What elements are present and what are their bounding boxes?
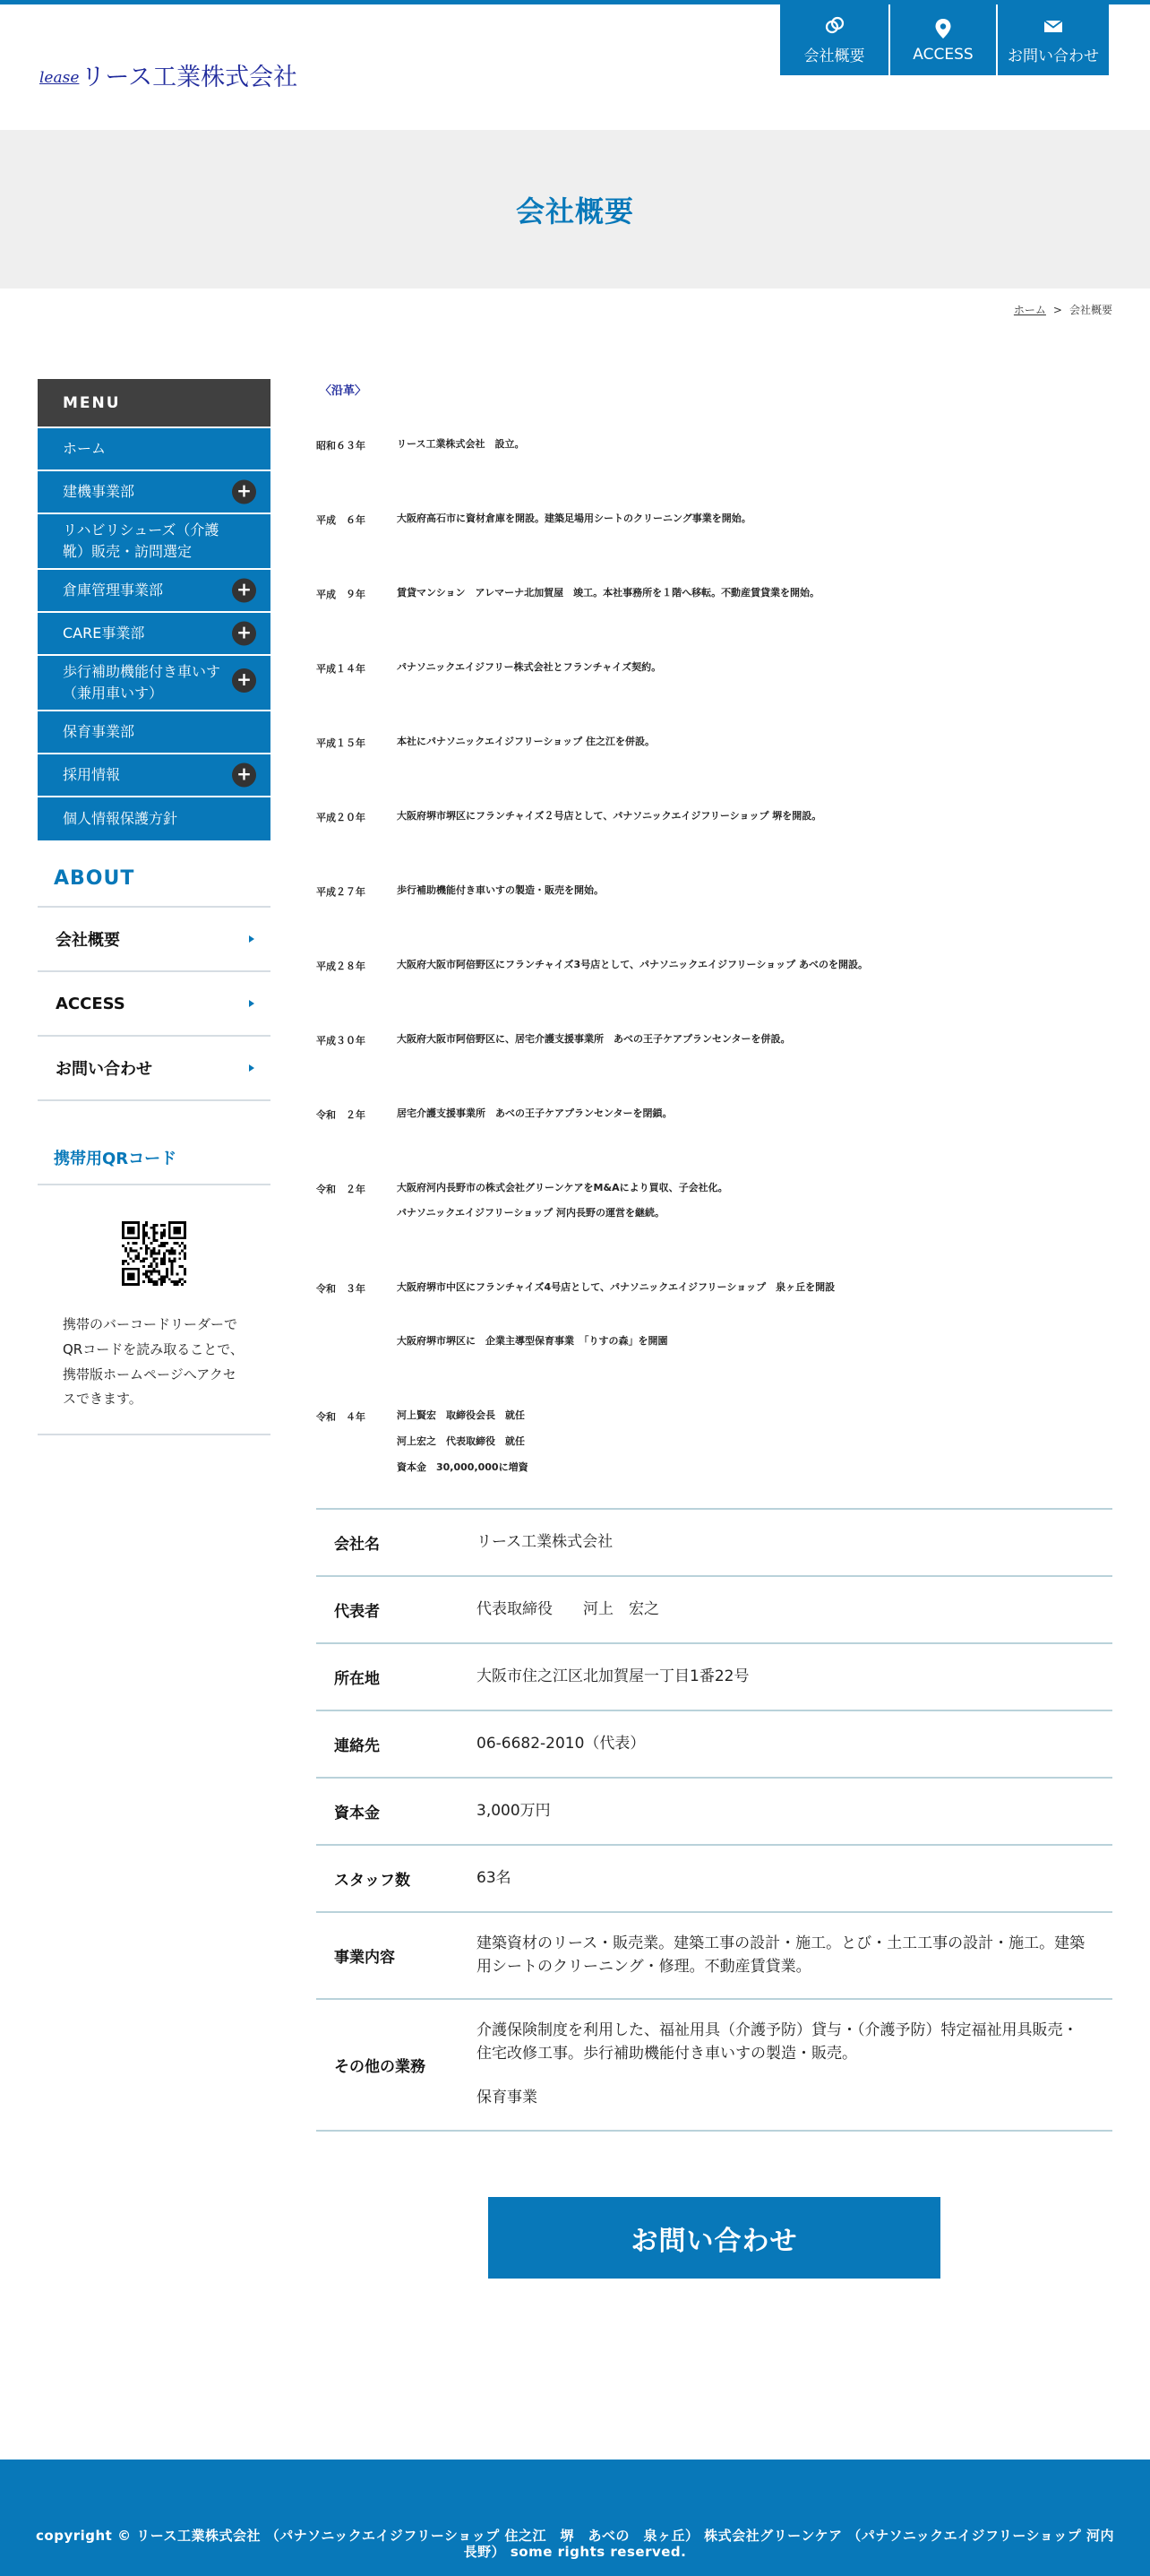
arrow-right-icon xyxy=(249,935,254,943)
history-year: 平成 ６年 xyxy=(316,514,365,526)
history-row xyxy=(316,1281,1113,1368)
about-link-company[interactable] xyxy=(38,908,270,972)
row-label: 所在地 xyxy=(334,1670,380,1688)
history-event: 大阪府堺市中区にフランチャイズ4号店として、パナソニックエイジフリーショップ 泉ヶ丘を開設 xyxy=(397,1281,836,1293)
sidebar-menu-title: MENU xyxy=(38,379,270,426)
history-year: 平成３０年 xyxy=(316,1035,365,1047)
history-row xyxy=(316,736,1113,769)
history-list xyxy=(316,438,1113,1487)
site-logo[interactable] xyxy=(39,54,297,90)
history-row xyxy=(316,1107,1113,1141)
expand-plus-icon[interactable]: + xyxy=(232,480,256,504)
sidebar-item-construction-machinery[interactable] xyxy=(38,471,270,514)
history-event: 本社にパナソニックエイジフリーショップ 住之江を併設。 xyxy=(397,736,655,747)
logo-lease-mark: lease xyxy=(39,69,80,87)
sidebar-item-label: CARE事業部 xyxy=(63,625,145,642)
history-events xyxy=(397,1409,528,1487)
history-event: パナソニックエイジフリーショップ 河内長野の運営を継続。 xyxy=(397,1207,665,1219)
history-event: 居宅介護支援事業所 あべの王子ケアプランセンターを閉鎖。 xyxy=(397,1107,673,1119)
history-event: 大阪府大阪市阿倍野区にフランチャイズ3号店として、パナソニックエイジフリーショップ あべのを開設。 xyxy=(397,959,868,970)
sidebar-item-label: 建機事業部 xyxy=(63,483,135,500)
sidebar-item-label: リハビリシューズ（介護靴）販売・訪問選定 xyxy=(63,521,219,560)
history-events xyxy=(397,1281,835,1368)
contact-button[interactable]: お問い合わせ xyxy=(488,2197,940,2279)
sidebar-item-label: 保育事業部 xyxy=(63,723,135,740)
history-row xyxy=(316,959,1113,992)
sidebar-item-care[interactable] xyxy=(38,613,270,656)
history-event: 大阪府高石市に資材倉庫を開設。建築足場用シートのクリーニング事業を開始。 xyxy=(397,513,751,524)
qr-code-icon xyxy=(122,1221,186,1286)
row-value-extra: 保育事業 xyxy=(476,2089,537,2107)
row-value: リース工業株式会社 xyxy=(476,1532,614,1551)
history-events xyxy=(397,1033,791,1066)
arrow-right-icon xyxy=(249,1000,254,1007)
about-link-label: 会社概要 xyxy=(56,931,120,950)
company-info-table xyxy=(316,1508,1112,2132)
sidebar xyxy=(38,379,270,1435)
about-link-contact[interactable] xyxy=(38,1037,270,1101)
sidebar-item-recruit[interactable] xyxy=(38,754,270,797)
history-year: 令和 ４年 xyxy=(316,1411,365,1423)
history-events xyxy=(397,959,868,992)
page-title-band xyxy=(0,130,1150,289)
history-year: 平成２０年 xyxy=(316,812,365,823)
table-row xyxy=(316,1643,1112,1710)
history-row xyxy=(316,1182,1113,1240)
history-event: 大阪府堺市堺区に 企業主導型保育事業 「りすの森」を開園 xyxy=(397,1335,668,1347)
history-row xyxy=(316,513,1113,546)
history-event: 資本金 30,000,000に増資 xyxy=(397,1461,528,1473)
history-year: 平成１４年 xyxy=(316,663,365,675)
nav-access-button[interactable] xyxy=(888,4,996,75)
expand-plus-icon[interactable]: + xyxy=(232,579,256,603)
qr-description: 携帯のバーコードリーダーでQRコードを読み取ることで、携帯版ホームページへアクセスできます。 xyxy=(38,1286,270,1435)
history-year: 平成 ９年 xyxy=(316,589,365,600)
sidebar-item-label: 倉庫管理事業部 xyxy=(63,582,164,599)
row-value: 大阪市住之江区北加賀屋一丁目1番22号 xyxy=(476,1667,750,1685)
history-events xyxy=(397,438,524,471)
history-year: 昭和６３年 xyxy=(316,440,365,452)
sidebar-item-label: 採用情報 xyxy=(63,766,121,783)
row-label: スタッフ数 xyxy=(334,1872,410,1890)
table-row xyxy=(316,1576,1112,1643)
row-value-cell xyxy=(476,1999,1112,2131)
breadcrumb-current: 会社概要 xyxy=(1068,304,1112,316)
table-row xyxy=(316,1912,1112,1999)
history-row xyxy=(316,1409,1113,1487)
row-label: 資本金 xyxy=(334,1805,380,1822)
row-label: その他の業務 xyxy=(334,2058,425,2076)
about-heading: ABOUT xyxy=(38,840,270,908)
history-year: 令和 ２年 xyxy=(316,1109,365,1121)
history-event: 河上賢宏 取締役会長 就任 xyxy=(397,1409,525,1421)
history-year: 令和 ２年 xyxy=(316,1184,365,1195)
qr-heading: 携帯用QRコード xyxy=(38,1101,270,1185)
expand-plus-icon[interactable]: + xyxy=(232,622,256,646)
nav-company-button[interactable] xyxy=(780,4,888,75)
table-row xyxy=(316,1778,1112,1845)
row-value: 代表取締役 河上 宏之 xyxy=(476,1599,659,1618)
history-events xyxy=(397,884,604,918)
history-year: 平成２７年 xyxy=(316,886,365,898)
row-label: 会社名 xyxy=(334,1536,380,1554)
sidebar-menu-list xyxy=(38,426,270,840)
sidebar-item-rehab-shoes[interactable] xyxy=(38,514,270,570)
page-title: 会社概要 xyxy=(515,194,634,228)
mail-icon xyxy=(1042,14,1065,38)
sidebar-item-privacy[interactable] xyxy=(38,797,270,840)
expand-plus-icon[interactable]: + xyxy=(232,668,256,693)
row-value: 06-6682-2010（代表） xyxy=(476,1734,646,1753)
about-link-label: お問い合わせ xyxy=(56,1060,152,1079)
arrow-right-icon xyxy=(249,1064,254,1072)
history-row xyxy=(316,1033,1113,1066)
breadcrumb xyxy=(1014,302,1112,317)
row-value: 63名 xyxy=(476,1868,511,1887)
logo-company-name: リース工業株式会社 xyxy=(81,64,298,91)
link-rings-icon xyxy=(823,14,846,38)
history-event: 大阪府河内長野市の株式会社グリーンケアをM&Aにより買収、子会社化。 xyxy=(397,1182,728,1193)
sidebar-item-home[interactable] xyxy=(38,428,270,471)
about-link-access[interactable] xyxy=(38,972,270,1037)
table-row xyxy=(316,1509,1112,1576)
history-events xyxy=(397,513,751,546)
history-year: 令和 ３年 xyxy=(316,1283,365,1295)
row-value: 3,000万円 xyxy=(476,1801,551,1820)
history-events xyxy=(397,1107,673,1141)
header-nav xyxy=(780,4,1109,75)
row-value: 介護保険制度を利用した、福祉用具（介護予防）貸与・（介護予防）特定福祉用具販売・住宅改修工事。歩行補助機能付き車いすの製造・販売。 xyxy=(476,2021,1078,2063)
nav-contact-button[interactable] xyxy=(996,4,1109,75)
history-event: 大阪府堺市堺区にフランチャイズ２号店として、パナソニックエイジフリーショップ 堺を開設。 xyxy=(397,810,822,822)
history-event: パナソニックエイジフリー株式会社とフランチャイズ契約。 xyxy=(397,661,662,673)
sidebar-item-wheelchair[interactable] xyxy=(38,656,270,711)
nav-company-label: 会社概要 xyxy=(803,47,865,65)
table-row xyxy=(316,1710,1112,1778)
breadcrumb-home-link[interactable]: ホーム xyxy=(1013,304,1046,316)
qr-code-wrapper xyxy=(38,1185,270,1286)
sidebar-item-childcare[interactable] xyxy=(38,711,270,754)
history-events xyxy=(397,1182,728,1240)
sidebar-item-label: 個人情報保護方針 xyxy=(63,810,178,827)
table-row xyxy=(316,1845,1112,1912)
history-event: リース工業株式会社 設立。 xyxy=(397,438,525,450)
history-event: 賃貸マンション アレマーナ北加賀屋 竣工。本社事務所を１階へ移転。不動産賃貸業を開始。 xyxy=(397,587,820,599)
map-pin-icon xyxy=(931,17,955,40)
table-row xyxy=(316,1999,1112,2131)
row-label: 連絡先 xyxy=(334,1737,380,1755)
history-row xyxy=(316,587,1113,620)
row-label: 事業内容 xyxy=(334,1949,395,1967)
about-link-label: ACCESS xyxy=(56,994,125,1013)
row-value: 建築資材のリース・販売業。建築工事の設計・施工。とび・土工工事の設計・施工。建築用シートのクリーニング・修理。不動産賃貸業。 xyxy=(476,1934,1086,1976)
nav-access-label: ACCESS xyxy=(913,45,974,64)
expand-plus-icon[interactable]: + xyxy=(232,763,256,788)
sidebar-item-warehouse[interactable] xyxy=(38,570,270,613)
history-events xyxy=(397,736,655,769)
sidebar-item-label: ホーム xyxy=(63,440,107,457)
company-history xyxy=(316,381,1113,1487)
history-row xyxy=(316,438,1113,471)
history-year: 平成１５年 xyxy=(316,737,365,749)
history-heading: 〈沿革〉 xyxy=(320,384,367,398)
history-year: 平成２８年 xyxy=(316,961,365,972)
history-events xyxy=(397,810,821,843)
breadcrumb-separator: > xyxy=(1052,304,1062,316)
history-row xyxy=(316,884,1113,918)
history-event: 大阪府大阪市阿倍野区に、居宅介護支援事業所 あべの王子ケアプランセンターを併設。 xyxy=(397,1033,791,1045)
row-label: 代表者 xyxy=(334,1603,380,1621)
history-row xyxy=(316,810,1113,843)
history-events xyxy=(397,587,820,620)
nav-contact-label: お問い合わせ xyxy=(1008,47,1099,65)
history-events xyxy=(397,661,661,694)
footer-copyright: copyright © リース工業株式会社 （パナソニックエイジフリーショップ 住之江 堺 あべの 泉ヶ丘） 株式会社グリーンケア （パナソニックエイジフリーショップ 河内長野） some rights reserved. xyxy=(0,2460,1150,2576)
history-row xyxy=(316,661,1113,694)
history-event: 歩行補助機能付き車いすの製造・販売を開始。 xyxy=(397,884,604,896)
sidebar-item-label: 歩行補助機能付き車いす（兼用車いす） xyxy=(63,663,221,702)
history-event: 河上宏之 代表取締役 就任 xyxy=(397,1435,525,1447)
